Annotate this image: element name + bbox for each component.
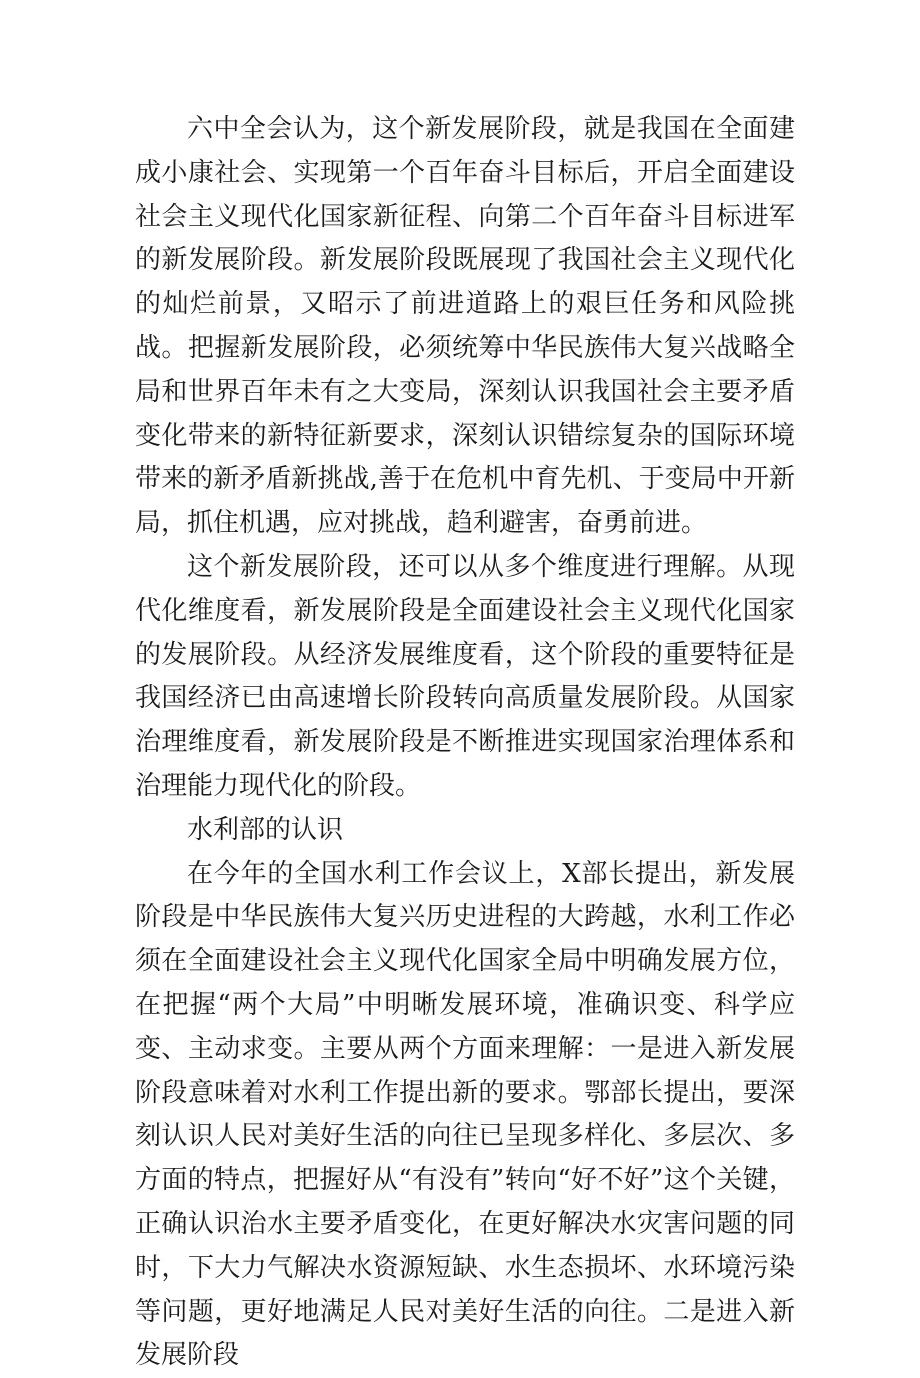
paragraph-dimensions: 这个新发展阶段，还可以从多个维度进行理解。从现代化维度看，新发展阶段是全面建设社会主义现代化国家的发展阶段。从经济发展维度看，这个阶段的重要特征是我国经济已由高速增长阶段转向高质量发展阶段。从国家治理维度看，新发展阶段是不断推进实现国家治理体系和治理能力现代化的阶段。	[135, 551, 795, 801]
paragraph-new-stage-definition: 六中全会认为，这个新发展阶段，就是我国在全面建成小康社会、实现第一个百年奋斗目标后，开启全面建设社会主义现代化国家新征程、向第二个百年奋斗目标进军的新发展阶段。新发展阶段既展现了我国社会主义现代化的灿烂前景，又昭示了前进道路上的艰巨任务和风险挑战。把握新发展阶段，必须统筹中华民族伟大复兴战略全局和世界百年未有之大变局，深刻认识我国社会主要矛盾变化带来的新特征新要求，深刻认识错综复杂的国际环境带来的新矛盾新挑战,善于在危机中育先机、于变局中开新局，抓住机遇，应对挑战，趋利避害，奋勇前进。	[135, 114, 795, 539]
paragraph-ministry-view: 在今年的全国水利工作会议上，X部长提出，新发展阶段是中华民族伟大复兴历史进程的大跨越，水利工作必须在全面建设社会主义现代化国家全局中明确发展方位，在把握“两个大局”中明晰发展环境，准确识变、科学应变、主动求变。主要从两个方面来理解：一是进入新发展阶段意味着对水利工作提出新的要求。鄂部长提出，要深刻认识人民对美好生活的向往已呈现多样化、多层次、多方面的特点，把握好从“有没有”转向“好不好”这个关键，正确认识治水主要矛盾变化，在更好解决水灾害问题的同时，下大力气解决水资源短缺、水生态损坏、水环境污染等问题，更好地满足人民对美好生活的向往。二是进入新发展阶段	[135, 858, 795, 1371]
document-body	[135, 108, 795, 1378]
section-heading: 水利部的认识	[187, 814, 344, 845]
